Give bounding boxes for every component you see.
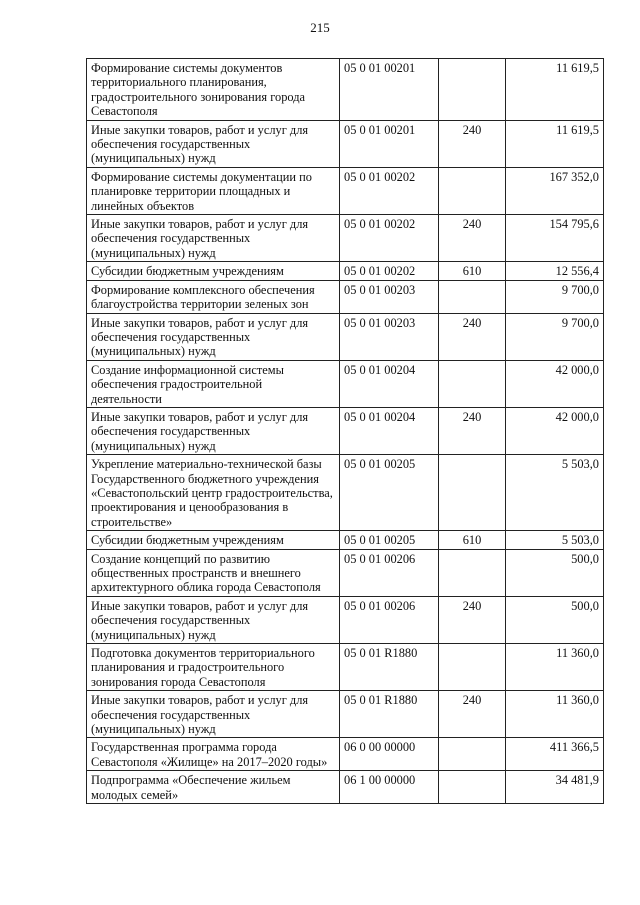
target-code-cell: 05 0 01 00202 <box>340 215 439 262</box>
expense-name-cell: Формирование системы документации по планировке территории площадных и линейных объектов <box>87 167 340 214</box>
amount-cell: 5 503,0 <box>506 455 604 531</box>
table-row <box>87 455 604 531</box>
expense-type-cell <box>439 360 506 407</box>
target-code-cell: 05 0 01 00202 <box>340 262 439 280</box>
table-row <box>87 59 604 121</box>
expense-name-cell: Иные закупки товаров, работ и услуг для обеспечения государственных (муниципальных) нужд <box>87 120 340 167</box>
budget-table-body <box>87 59 604 804</box>
table-row <box>87 215 604 262</box>
amount-cell: 411 366,5 <box>506 738 604 771</box>
expense-type-cell: 240 <box>439 691 506 738</box>
table-row <box>87 167 604 214</box>
amount-cell: 167 352,0 <box>506 167 604 214</box>
expense-name-cell: Подпрограмма «Обеспечение жильем молодых семей» <box>87 771 340 804</box>
table-row <box>87 280 604 313</box>
table-row <box>87 596 604 643</box>
amount-cell: 34 481,9 <box>506 771 604 804</box>
expense-name-cell: Иные закупки товаров, работ и услуг для обеспечения государственных (муниципальных) нужд <box>87 407 340 454</box>
table-row <box>87 691 604 738</box>
expense-type-cell: 240 <box>439 596 506 643</box>
target-code-cell: 05 0 01 00202 <box>340 167 439 214</box>
table-row <box>87 313 604 360</box>
amount-cell: 11 619,5 <box>506 59 604 121</box>
target-code-cell: 06 0 00 00000 <box>340 738 439 771</box>
amount-cell: 11 360,0 <box>506 644 604 691</box>
target-code-cell: 05 0 01 R1880 <box>340 644 439 691</box>
amount-cell: 5 503,0 <box>506 531 604 549</box>
target-code-cell: 05 0 01 00205 <box>340 455 439 531</box>
table-row <box>87 738 604 771</box>
target-code-cell: 05 0 01 R1880 <box>340 691 439 738</box>
target-code-cell: 05 0 01 00201 <box>340 120 439 167</box>
expense-type-cell <box>439 167 506 214</box>
expense-name-cell: Иные закупки товаров, работ и услуг для обеспечения государственных (муниципальных) нужд <box>87 313 340 360</box>
expense-name-cell: Иные закупки товаров, работ и услуг для обеспечения государственных (муниципальных) нужд <box>87 215 340 262</box>
expense-type-cell: 240 <box>439 215 506 262</box>
table-row <box>87 531 604 549</box>
amount-cell: 42 000,0 <box>506 360 604 407</box>
expense-type-cell <box>439 771 506 804</box>
expense-type-cell <box>439 280 506 313</box>
expense-type-cell <box>439 455 506 531</box>
expense-name-cell: Иные закупки товаров, работ и услуг для обеспечения государственных (муниципальных) нужд <box>87 596 340 643</box>
table-row <box>87 771 604 804</box>
amount-cell: 9 700,0 <box>506 280 604 313</box>
target-code-cell: 05 0 01 00203 <box>340 313 439 360</box>
target-code-cell: 05 0 01 00204 <box>340 360 439 407</box>
expense-type-cell: 610 <box>439 262 506 280</box>
target-code-cell: 05 0 01 00203 <box>340 280 439 313</box>
expense-name-cell: Формирование системы документов территориального планирования, градостроительного зонирования города Севастополя <box>87 59 340 121</box>
amount-cell: 500,0 <box>506 549 604 596</box>
expense-type-cell: 240 <box>439 407 506 454</box>
expense-name-cell: Создание концепций по развитию общественных пространств и внешнего архитектурного облика города Севастополя <box>87 549 340 596</box>
expense-name-cell: Формирование комплексного обеспечения благоустройства территории зеленых зон <box>87 280 340 313</box>
expense-name-cell: Государственная программа города Севастополя «Жилище» на 2017–2020 годы» <box>87 738 340 771</box>
target-code-cell: 05 0 01 00206 <box>340 596 439 643</box>
table-row <box>87 360 604 407</box>
table-row <box>87 120 604 167</box>
expense-name-cell: Субсидии бюджетным учреждениям <box>87 262 340 280</box>
expense-type-cell: 240 <box>439 120 506 167</box>
expense-name-cell: Иные закупки товаров, работ и услуг для обеспечения государственных (муниципальных) нужд <box>87 691 340 738</box>
table-row <box>87 549 604 596</box>
expense-name-cell: Подготовка документов территориального планирования и градостроительного зонирования города Севастополя <box>87 644 340 691</box>
expense-name-cell: Субсидии бюджетным учреждениям <box>87 531 340 549</box>
expense-type-cell <box>439 644 506 691</box>
budget-table <box>86 58 604 804</box>
amount-cell: 11 360,0 <box>506 691 604 738</box>
amount-cell: 154 795,6 <box>506 215 604 262</box>
expense-name-cell: Создание информационной системы обеспечения градостроительной деятельности <box>87 360 340 407</box>
table-row <box>87 644 604 691</box>
target-code-cell: 06 1 00 00000 <box>340 771 439 804</box>
expense-type-cell: 610 <box>439 531 506 549</box>
amount-cell: 11 619,5 <box>506 120 604 167</box>
page-number: 215 <box>310 20 330 35</box>
expense-type-cell: 240 <box>439 313 506 360</box>
table-row <box>87 407 604 454</box>
expense-name-cell: Укрепление материально-технической базы Государственного бюджетного учреждения «Севастопольский центр градостроительства, проектирования и ценообразования в строительстве» <box>87 455 340 531</box>
amount-cell: 42 000,0 <box>506 407 604 454</box>
target-code-cell: 05 0 01 00201 <box>340 59 439 121</box>
target-code-cell: 05 0 01 00204 <box>340 407 439 454</box>
target-code-cell: 05 0 01 00206 <box>340 549 439 596</box>
amount-cell: 12 556,4 <box>506 262 604 280</box>
amount-cell: 9 700,0 <box>506 313 604 360</box>
amount-cell: 500,0 <box>506 596 604 643</box>
expense-type-cell <box>439 59 506 121</box>
expense-type-cell <box>439 549 506 596</box>
table-row <box>87 262 604 280</box>
expense-type-cell <box>439 738 506 771</box>
target-code-cell: 05 0 01 00205 <box>340 531 439 549</box>
